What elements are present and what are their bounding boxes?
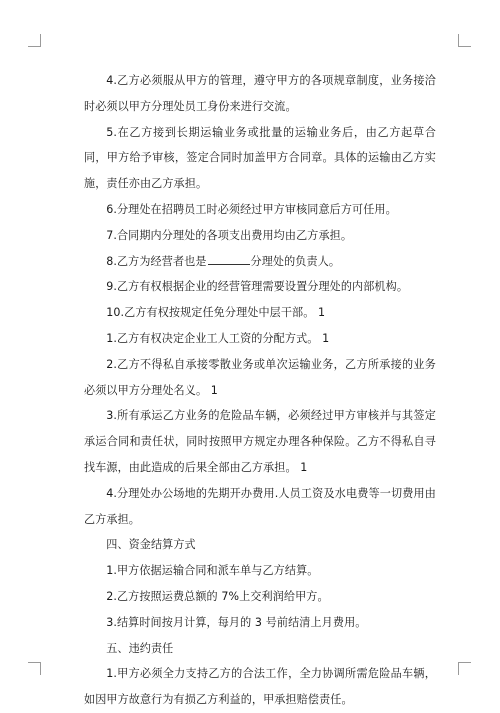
paragraph: 9.乙方有权根据企业的经营管理需要设置分理处的内部机构。 <box>106 280 409 294</box>
paragraph: 2.乙方按照运费总额的 7%上交利润给甲方。 <box>106 589 329 603</box>
paragraph: 3.所有承运乙方业务的危险品车辆，必须经过甲方审核并与其签定承运合同和责任状，同时按照甲方规定办理各种保险。乙方不得私自寻找车源，由此造成的后果全部由乙方承担。 1 <box>84 409 436 474</box>
crop-mark-top-right <box>458 34 471 47</box>
paragraph: 1.甲方依据运输合同和派车单与乙方结算。 <box>106 564 319 578</box>
paragraph: 4.分理处办公场地的先期开办费用.人员工资及水电费等一切费用由乙方承担。 <box>84 486 436 526</box>
section-heading: 四、资金结算方式 <box>106 538 196 552</box>
paragraph: 2.乙方不得私自承接零散业务或单次运输业务，乙方所承接的业务必须以甲方分理处名义。 1 <box>84 357 436 397</box>
paragraph: 1.甲方必须全力支持乙方的合法工作，全力协调所需危险品车辆，如因甲方故意行为有损乙方利益的，甲承担赔偿责任。 <box>84 667 436 707</box>
crop-mark-bottom-left <box>28 662 41 675</box>
paragraph: 4.乙方必须服从甲方的管理，遵守甲方的各项规章制度，业务接洽时必须以甲方分理处员工身份来进行交流。 <box>84 74 436 113</box>
paragraph-with-blank <box>84 249 436 275</box>
paragraph: 5.在乙方接到长期运输业务或批量的运输业务后，由乙方起草合同，甲方给予审核，签定合同时加盖甲方合同章。具体的运输由乙方实施，责任亦由乙方承担。 <box>84 125 436 191</box>
crop-mark-top-left <box>28 34 41 47</box>
paragraph: 7.合同期内分理处的各项支出费用均由乙方承担。 <box>106 228 353 242</box>
paragraph: 3.结算时间按月计算，每月的 3 号前结清上月费用。 <box>106 615 367 629</box>
paragraph: 6.分理处在招聘员工时必须经过甲方审核同意后方可任用。 <box>106 202 397 216</box>
paragraph: 10.乙方有权按规定任免分理处中层干部。 1 <box>106 306 326 320</box>
section-heading: 五、违约责任 <box>106 641 174 655</box>
document-body <box>84 68 436 713</box>
paragraph: 1.乙方有权决定企业工人工资的分配方式。 1 <box>106 331 330 345</box>
crop-mark-bottom-right <box>458 662 471 675</box>
fill-in-blank <box>208 253 250 265</box>
paragraph-text-before-blank: 8.乙方为经营者也是 <box>106 254 207 268</box>
paragraph-text-after-blank: 分理处的负责人。 <box>250 254 341 268</box>
